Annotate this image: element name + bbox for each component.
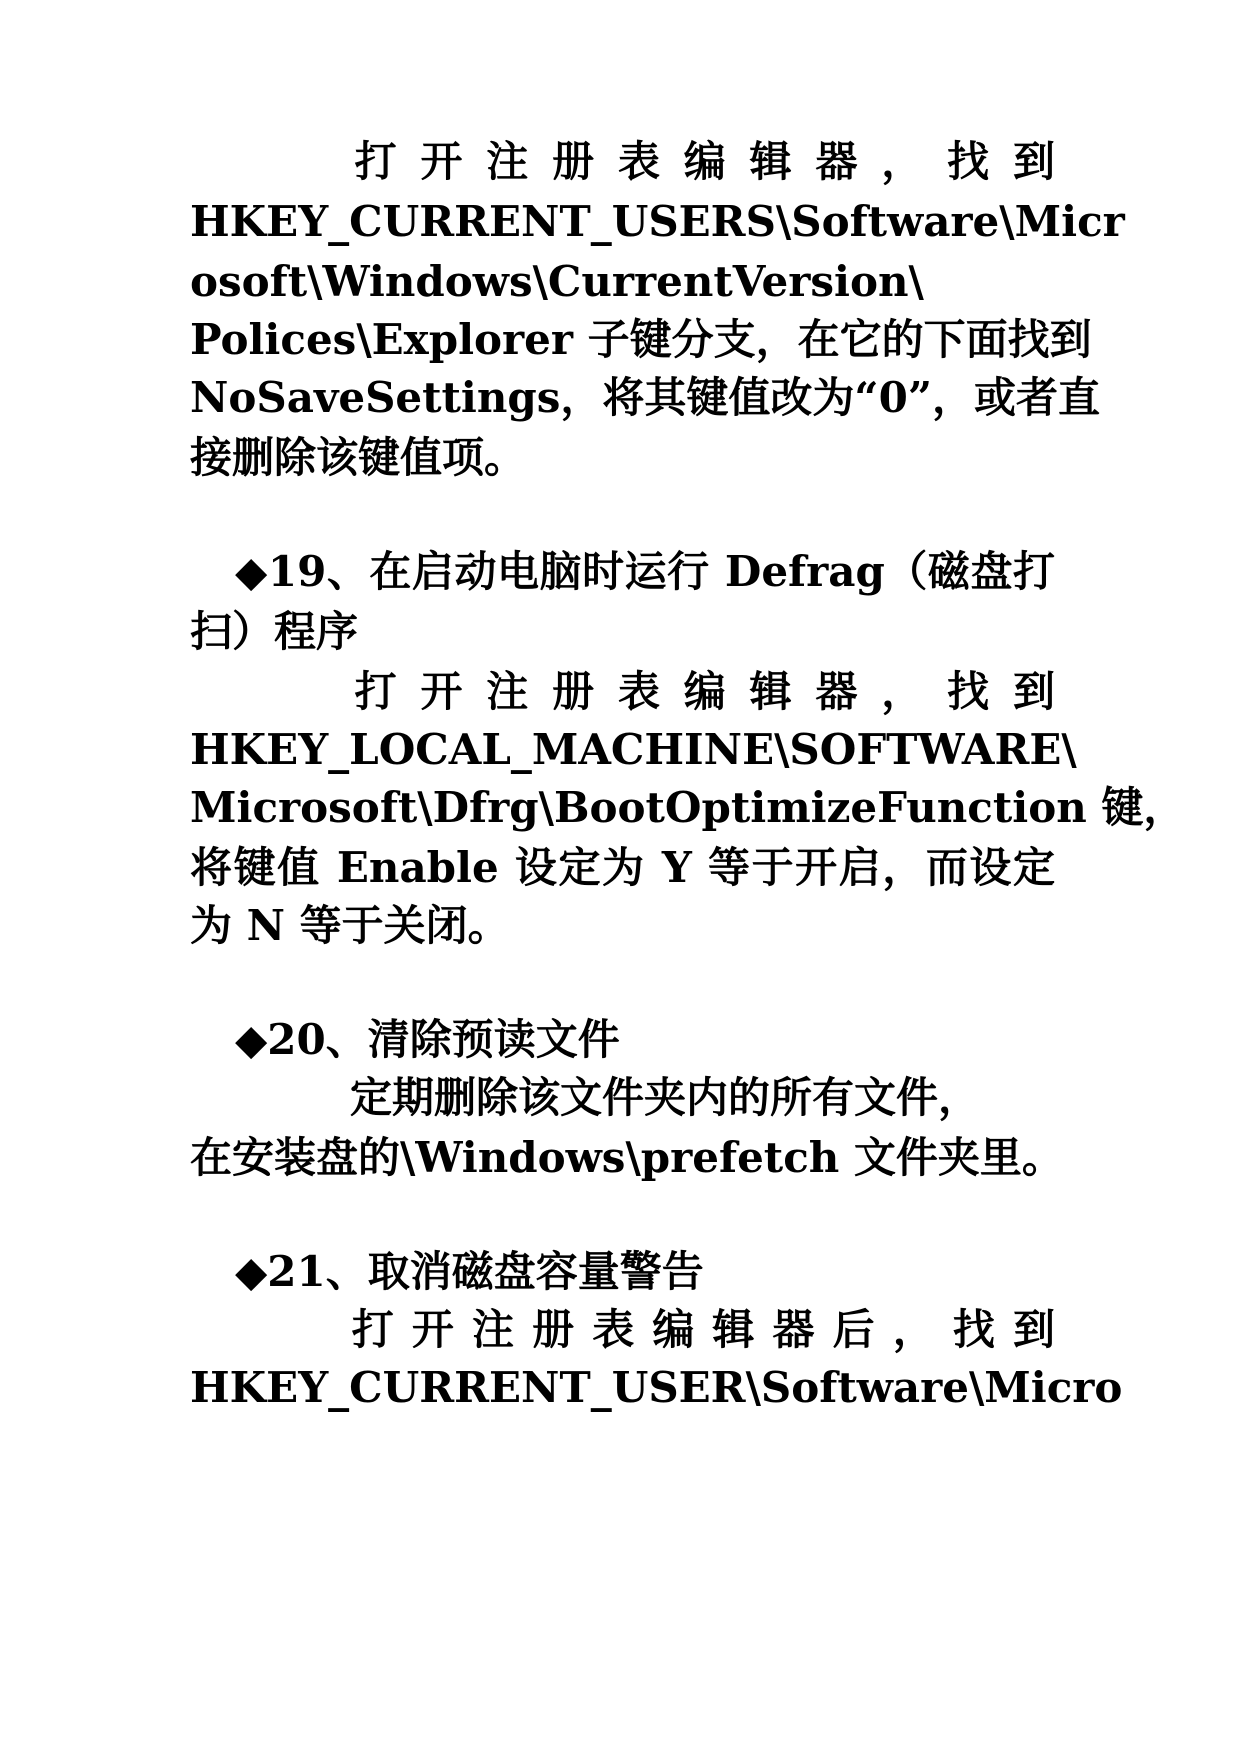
line-text: HKEY_CURRENT_USERS\Software\Micr [190,197,1125,246]
text-line [190,1066,1055,1130]
section-heading [235,540,1055,604]
line-text: 定期删除该文件夹内的所有文件， [350,1073,981,1122]
line-text: 打 开 注 册 表 编 辑 器 后 ， 找 到 [350,1305,1055,1354]
line-text: osoft\Windows\CurrentVersion\ [190,257,924,306]
text-line [190,836,1055,900]
heading-text: ◆21、取消磁盘容量警告 [235,1247,704,1296]
text-line [190,130,1055,194]
section-heading [235,1008,1055,1072]
text-line [190,190,1125,254]
text-line [190,600,1055,664]
line-text: HKEY_LOCAL_MACHINE\SOFTWARE\ [190,725,1077,774]
line-text: NoSaveSettings，将其键值改为“0”，或者直 [190,373,1100,422]
line-text: 接删除该键值项。 [190,433,527,482]
line-text: Polices\Explorer 子键分支，在它的下面找到 [190,315,1092,364]
heading-text: ◆20、清除预读文件 [235,1015,620,1064]
line-text: 在安装盘的\Windows\prefetch 文件夹里。 [190,1133,1064,1182]
text-line [190,660,1055,724]
text-line [190,776,1186,840]
line-text: HKEY_CURRENT_USER\Software\Micro [190,1363,1123,1412]
line-text: 将键值 Enable 设定为 Y 等于开启，而设定 [190,843,1055,892]
text-line [190,1298,1055,1362]
text-line [190,308,1092,372]
line-text: 为 N 等于关闭。 [190,901,510,950]
text-line [190,1356,1123,1420]
section-heading [235,1240,1055,1304]
line-text: Microsoft\Dfrg\BootOptimizeFunction 键， [190,783,1186,832]
line-text: 打 开 注 册 表 编 辑 器 ， 找 到 [350,667,1055,716]
text-line [190,426,1055,490]
text-line [190,366,1100,430]
text-line [190,718,1077,782]
line-text: 打 开 注 册 表 编 辑 器 ， 找 到 [350,137,1055,186]
text-line [190,894,1055,958]
heading-text: ◆19、在启动电脑时运行 Defrag（磁盘打 [235,547,1055,596]
line-text: 扫）程序 [190,607,359,656]
text-line [190,1126,1064,1190]
text-line [190,250,1055,314]
